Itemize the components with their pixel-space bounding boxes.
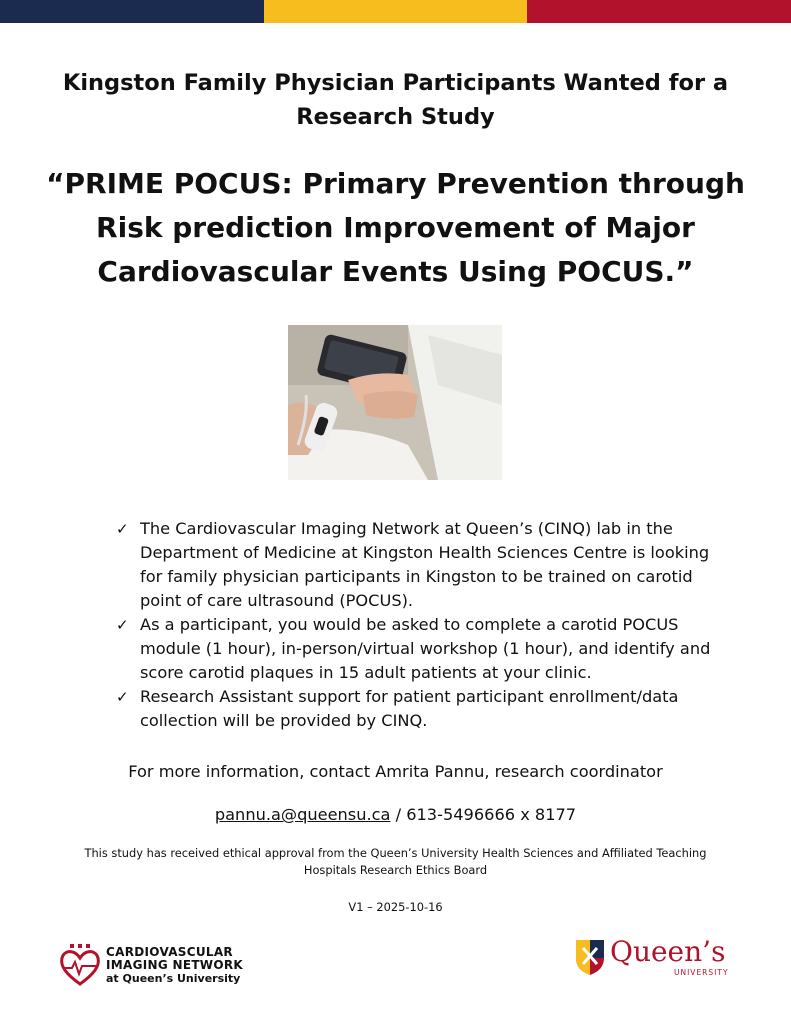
contact-details [40, 803, 751, 827]
contact-line: For more information, contact Amrita Pannu, research coordinator [128, 762, 663, 781]
queens-logo [574, 935, 734, 984]
checkmark-icon: ✓ [116, 520, 129, 538]
bullet-text: As a participant, you would be asked to complete a carotid POCUS module (1 hour), in-person/virtual workshop (1 hour), and identify and score carotid plaques in 15 adult patients at your clinic. [140, 615, 711, 682]
bullet-text: The Cardiovascular Imaging Network at Queen’s (CINQ) lab in the Department of Medicine at Kingston Health Sciences Centre is looking for family physician participants in Kingston to be trained on carotid point of care ultrasound (POCUS). [140, 519, 710, 610]
header-stripe-navy [0, 0, 264, 23]
version-label: V1 – 2025-10-16 [348, 900, 443, 914]
ultrasound-photo [288, 325, 502, 480]
cinq-logo-line3: at Queen’s University [106, 972, 241, 985]
phone-number: / 613-5496666 x 8177 [390, 805, 577, 824]
crest-icon [574, 938, 606, 976]
list-item [116, 613, 716, 685]
heart-logo-icon [58, 944, 102, 990]
email-link[interactable]: pannu.a@queensu.ca [214, 805, 391, 824]
cinq-logo-line1: CARDIOVASCULAR [106, 945, 233, 959]
study-title: “PRIME POCUS: Primary Prevention through Risk prediction Improvement of Major Cardiovascular Events Using POCUS.” [46, 167, 745, 288]
queens-wordmark: Queen’s [610, 935, 726, 968]
checkmark-icon: ✓ [116, 688, 129, 706]
bullet-text: Research Assistant support for patient participant enrollment/data collection will be provided by CINQ. [140, 687, 679, 730]
checkmark-icon: ✓ [116, 616, 129, 634]
queens-university-label: UNIVERSITY [674, 968, 729, 977]
list-item [116, 517, 716, 613]
study-details-list [116, 517, 716, 733]
header-stripe-gold [264, 0, 527, 23]
cinq-logo [58, 944, 258, 990]
ethics-statement: This study has received ethical approval from the Queen’s University Health Sciences and Affiliated Teaching Hospitals Research Ethics Board [84, 846, 707, 877]
recruitment-heading: Kingston Family Physician Participants Wanted for a Research Study [62, 70, 729, 130]
list-item [116, 685, 716, 733]
cinq-logo-line2: IMAGING NETWORK [106, 958, 243, 972]
header-stripe-red [527, 0, 791, 23]
